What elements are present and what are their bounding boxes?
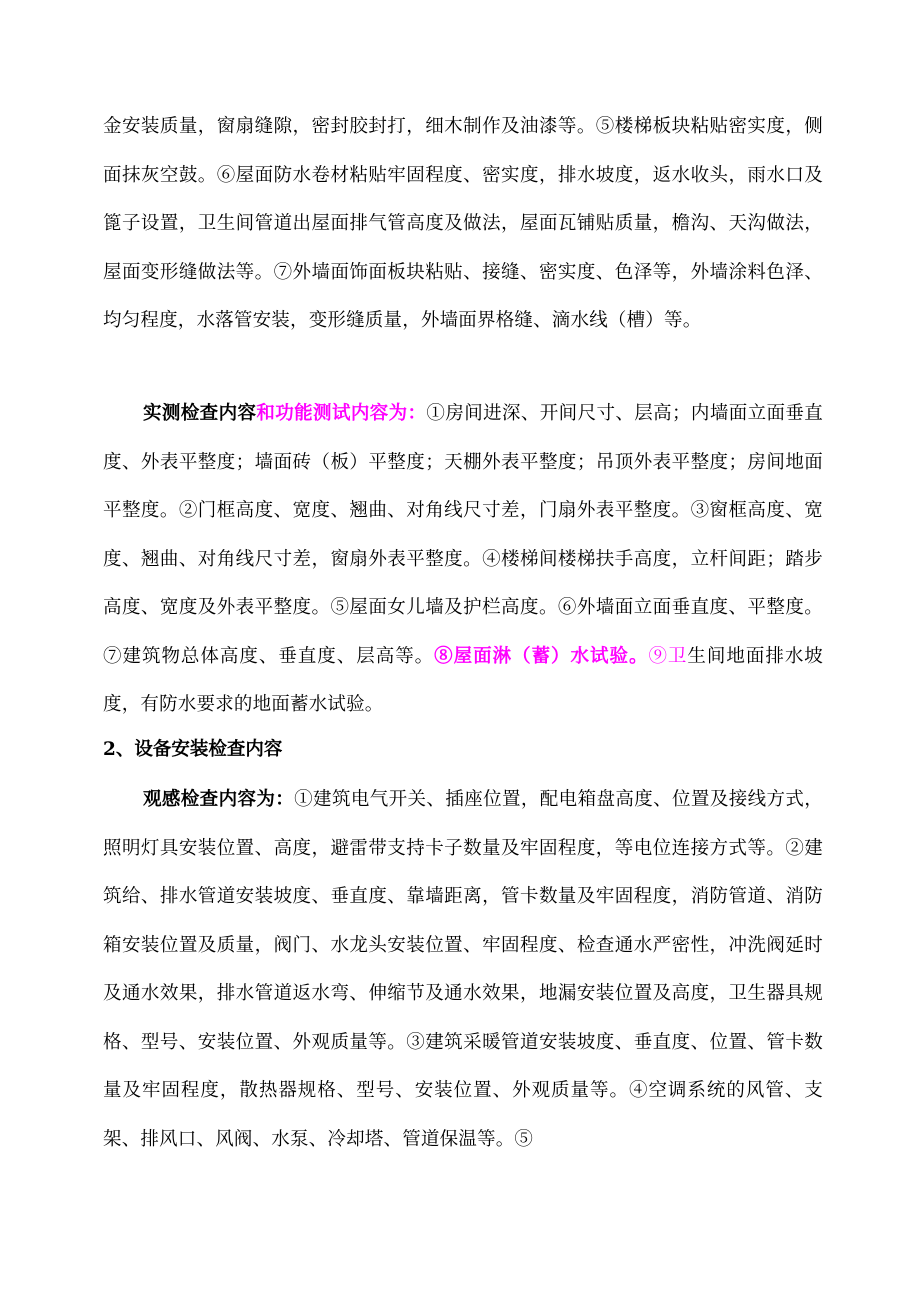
visual-inspection-body: ①建筑电气开关、插座位置，配电箱盘高度、位置及接线方式，照明灯具安装位置、高度，避雷带支持卡子数量及牢固程度，等电位连接方式等。②建筑给、排水管道安装坡度、垂直度、靠墙距离，管卡数量及牢固程度，消防管道、消防箱安装位置及质量，阀门、水龙头安装位置、牢固程度、检查通水严密性，冲洗阀延时及通水效果，排水管道返水弯、伸缩节及通水效果，地漏安装位置及高度，卫生器具规格、型号、安装位置、外观质量等。③建筑采暖管道安装坡度、垂直度、位置、管卡数量及牢固程度，散热器规格、型号、安装位置、外观质量等。④空调系统的风管、支架、排风口、风阀、水泵、冷却塔、管道保温等。⑤ [103,789,823,1150]
bathroom-item-text: 生间地面排水坡度，有防水要求的地面蓄水试验。 [103,645,824,715]
visual-inspection-label: 观感检查内容为： [143,789,295,810]
section-heading: 2、设备安装检查内容 [103,739,283,760]
measurement-body: ①房间进深、开间尺寸、层高；内墙面立面垂直度、外表平整度；墙面砖（板）平整度；天棚外表平整度；吊顶外表平整度；房间地面平整度。②门框高度、宽度、翘曲、对角线尺寸差，门扇外表平整度。③窗框高度、宽度、翘曲、对角线尺寸差，窗扇外表平整度。④楼梯间楼梯扶手高度，立杆间距；踏步高度、宽度及外表平整度。⑤屋面女儿墙及护栏高度。⑥外墙面立面垂直度、平整度。⑦建筑物总体高度、垂直度、层高等。 [103,403,823,667]
bathroom-item-prefix: ⑨卫 [648,645,688,667]
paragraph-measurement-inspection [103,390,823,730]
paragraph-text: 金安装质量，窗扇缝隙，密封胶封打，细木制作及油漆等。⑤楼梯板块粘贴密实度，侧面抹灰空鼓。⑥屋面防水卷材粘贴牢固程度、密实度，排水坡度，返水收头，雨水口及篦子设置，卫生间管道出屋面排气管高度及做法，屋面瓦铺贴质量，檐沟、天沟做法，屋面变形缝做法等。⑦外墙面饰面板块粘贴、接缝、密实度、色泽等，外墙涂料色泽、均匀程度，水落管安装，变形缝质量，外墙面界格缝、滴水线（槽）等。 [103,116,823,331]
function-test-label: 和功能测试内容为： [256,403,427,424]
paragraph-decoration-inspection [103,103,823,346]
measurement-label: 实测检查内容 [143,403,257,424]
paragraph-equipment-inspection [103,776,823,1164]
roof-water-test-item: ⑧屋面淋（蓄）水试验。 [434,645,649,667]
